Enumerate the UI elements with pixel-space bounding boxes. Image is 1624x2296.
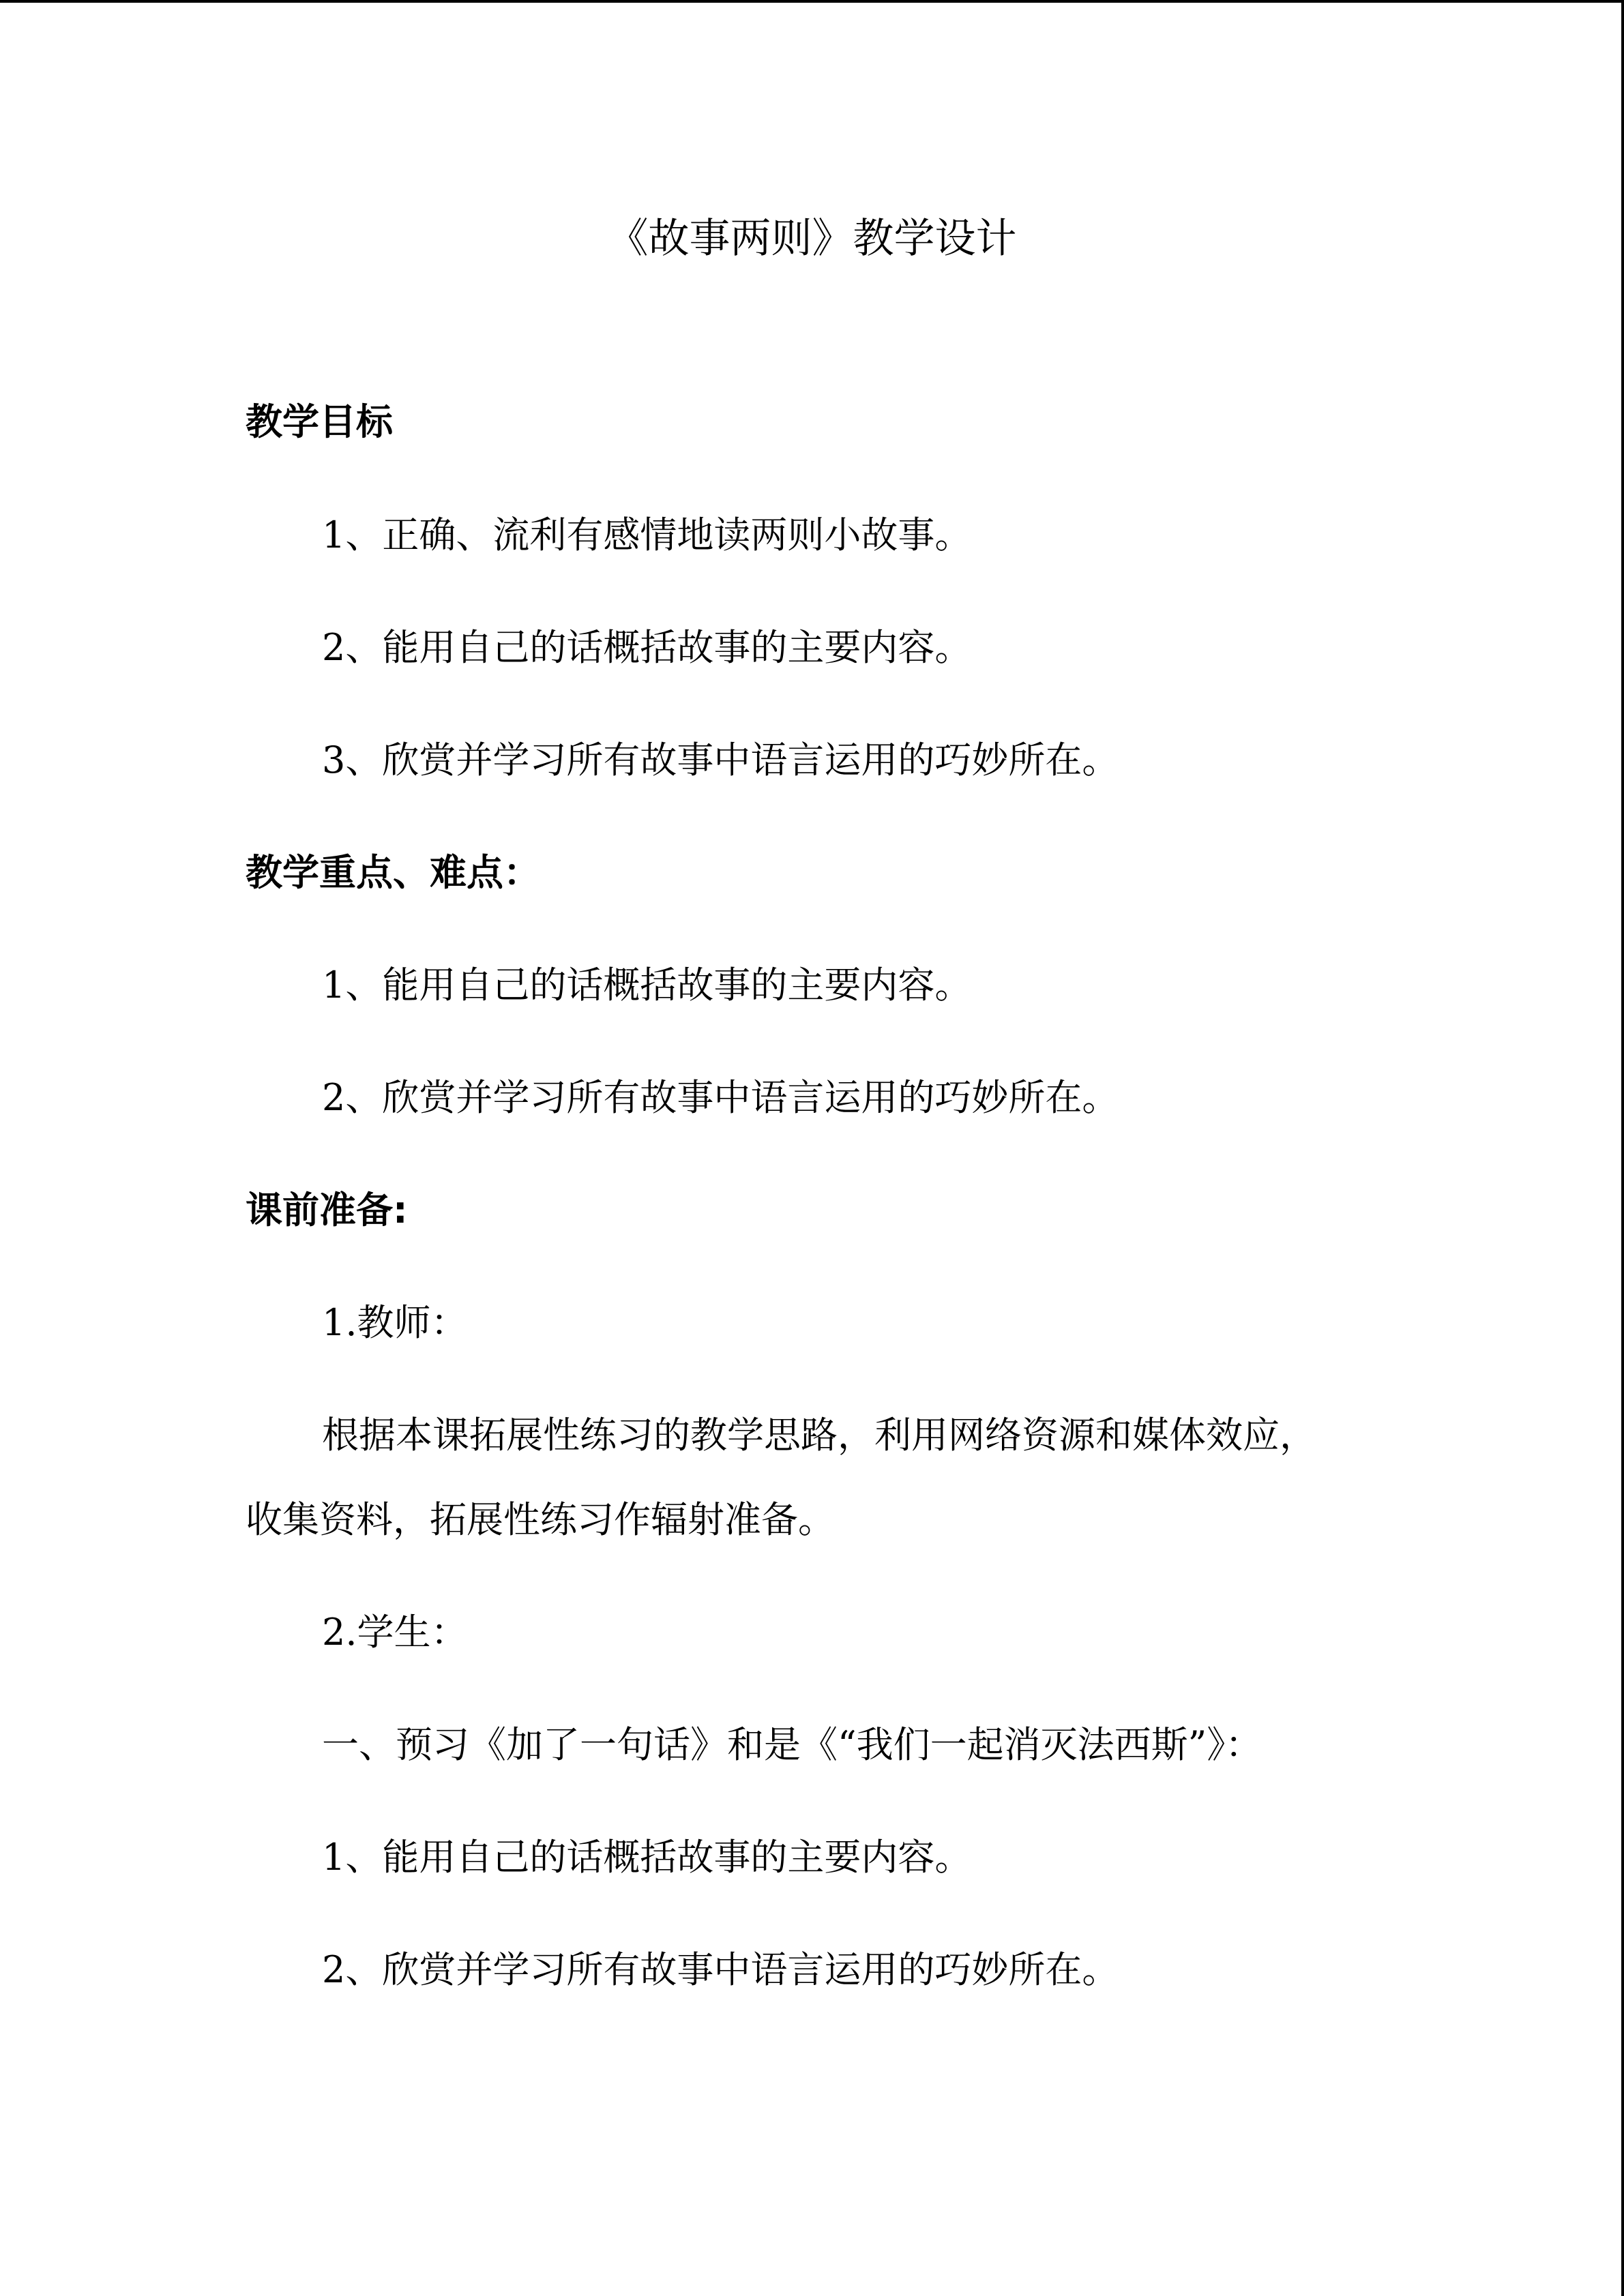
student-item-1: 1、能用自己的话概括故事的主要内容。 xyxy=(322,1836,972,1879)
section-heading-objectives: 教学目标 xyxy=(246,400,393,443)
page-border-top xyxy=(0,0,1624,3)
teacher-text-line-2: 收集资料，拓展性练习作辐射准备。 xyxy=(246,1498,835,1541)
key-point-item-2: 2、欣赏并学习所有故事中语言运用的巧妙所在。 xyxy=(322,1076,1119,1119)
page-border-right xyxy=(1621,0,1624,2296)
objective-item-3: 3、欣赏并学习所有故事中语言运用的巧妙所在。 xyxy=(322,739,1119,781)
student-task: 一、预习《加了一句话》和是《“我们一起消灭法西斯”》： xyxy=(322,1723,1263,1766)
section-heading-key-points: 教学重点、难点： xyxy=(246,851,540,894)
teacher-text-line-1: 根据本课拓展性练习的教学思路，利用网络资源和媒体效应， xyxy=(322,1414,1316,1457)
objective-item-1: 1、正确、流利有感情地读两则小故事。 xyxy=(322,513,972,556)
key-point-item-1: 1、能用自己的话概括故事的主要内容。 xyxy=(322,964,972,1007)
student-item-2: 2、欣赏并学习所有故事中语言运用的巧妙所在。 xyxy=(322,1948,1119,1991)
teacher-label: 1.教师： xyxy=(322,1301,468,1344)
objective-item-2: 2、能用自己的话概括故事的主要内容。 xyxy=(322,626,972,669)
section-heading-preparation: 课前准备: xyxy=(246,1189,408,1232)
student-label: 2.学生： xyxy=(322,1611,468,1654)
document-title: 《故事两则》教学设计 xyxy=(607,215,1017,263)
